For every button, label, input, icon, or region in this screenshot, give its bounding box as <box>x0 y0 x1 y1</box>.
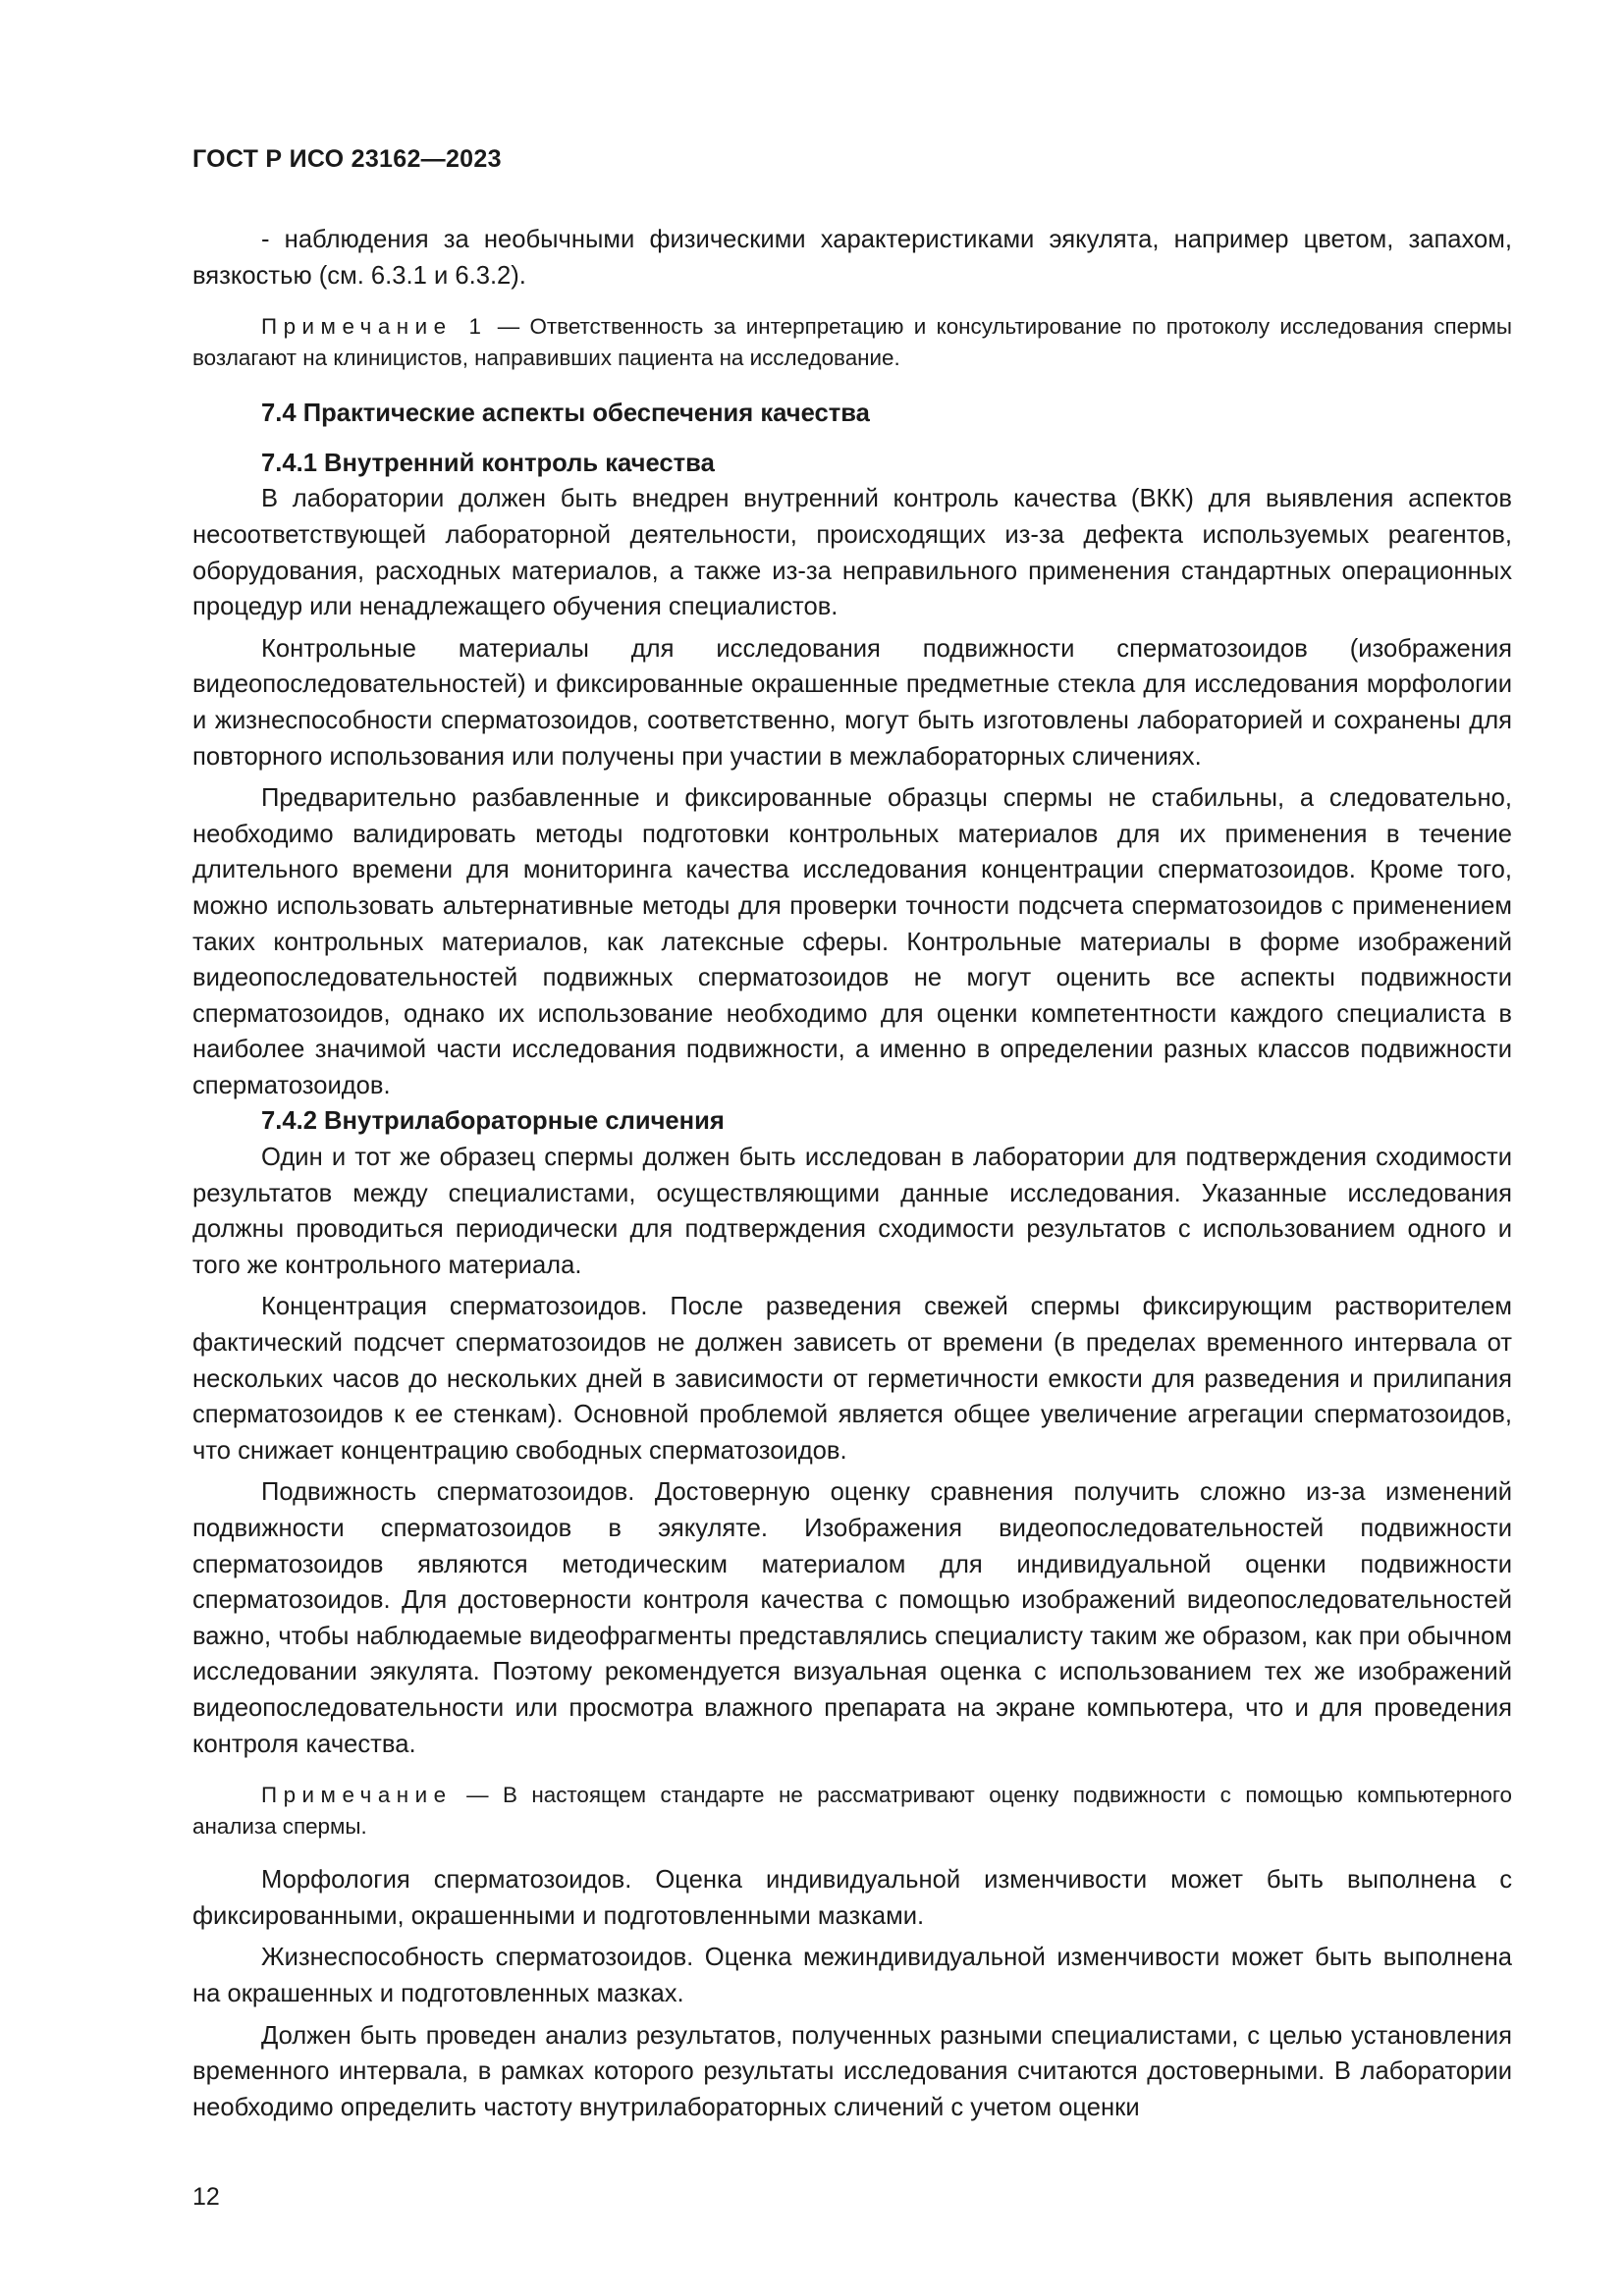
paragraph-list-item: - наблюдения за необычными физическими характеристиками эякулята, например цветом, запахом, вязкостью (см. 6.3.1 и 6.3.2). <box>192 226 1512 290</box>
paragraph-vitality: Жизнеспособность сперматозоидов. Оценка межиндивидуальной изменчивости может быть выполнена на окрашенных и подготовленных мазках. <box>192 1944 1512 2007</box>
note-2 <box>192 1780 1512 1842</box>
paragraph-concentration: Концентрация сперматозоидов. После разведения свежей спермы фиксирующим растворителем фактический подсчет сперматозоидов не должен зависеть от времени (в пределах временного интервала от нескольких часов до нескольких дней в зависимости от герметичности емкости для разведения и прилипания сперматозоидов к ее стенкам). Основной проблемой является общее увеличение агрегации сперматозоидов, что снижает концентрацию свободных сперматозоидов. <box>192 1293 1512 1465</box>
paragraph-diluted-samples: Предварительно разбавленные и фиксированные образцы спермы не стабильны, а следовательно, необходимо валидировать методы подготовки контрольных материалов для их применения в течение длительного времени для мониторинга качества исследования концентрации сперматозоидов. Кроме того, можно использовать альтернативные методы для проверки точности подсчета сперматозоидов с применением таких контрольных материалов, как латексные сферы. Контрольные материалы в форме изображений видеопоследовательностей подвижных сперматозоидов не могут оценить все аспекты подвижности сперматозоидов, однако их использование необходимо для оценки компетентности каждого специалиста в наиболее значимой части исследования подвижности, а именно в определении разных классов подвижности сперматозоидов. <box>192 784 1512 1099</box>
note-1-label: Примечание 1 <box>261 314 488 340</box>
section-7-4-title: 7.4 Практические аспекты обеспечения качества <box>261 400 870 428</box>
note-2-text: — В настоящем стандарте не рассматривают оценку подвижности с помощью компьютерного анализа спермы. <box>192 1783 1512 1840</box>
document-body <box>192 222 1512 2125</box>
note-1 <box>192 311 1512 374</box>
paragraph-morphology: Морфология сперматозоидов. Оценка индивидуальной изменчивости может быть выполнена с фиксированными, окрашенными и подготовленными мазками. <box>192 1866 1512 1930</box>
section-7-4-1-title: 7.4.1 Внутренний контроль качества <box>261 449 715 477</box>
section-7-4-2-title: 7.4.2 Внутрилабораторные сличения <box>261 1107 725 1136</box>
paragraph-motility: Подвижность сперматозоидов. Достоверную оценку сравнения получить сложно из-за изменений подвижности сперматозоидов в эякуляте. Изображения видеопоследовательностей подвижности сперматозоидов являются методическим материалом для индивидуальной оценки подвижности сперматозоидов. Для достоверности контроля качества с помощью изображений видеопоследовательностей важно, чтобы наблюдаемые видеофрагменты представлялись специалисту таким же образом, как при обычном исследовании эякулята. Поэтому рекомендуется визуальная оценка с использованием тех же изображений видеопоследовательности или просмотра влажного препарата на экране компьютера, что и для проведения контроля качества. <box>192 1478 1512 1758</box>
note-1-text: — Ответственность за интерпретацию и консультирование по протоколу исследования спермы возлагают на клиницистов, направивших пациента на исследование. <box>192 314 1512 371</box>
paragraph-analysis: Должен быть проведен анализ результатов, полученных разными специалистами, с целью установления временного интервала, в рамках которого результаты исследования считаются достоверными. В лаборатории необходимо определить частоту внутрилабораторных сличений с учетом оценки <box>192 2021 1512 2121</box>
paragraph-control-materials: Контрольные материалы для исследования подвижности сперматозоидов (изображения видеопоследовательностей) и фиксированные окрашенные предметные стекла для исследования морфологии и жизнеспособности сперматозоидов, соответственно, могут быть изготовлены лабораторией и сохранены для повторного использования или получены при участии в межлабораторных сличениях. <box>192 634 1512 771</box>
note-2-label: Примечание <box>261 1783 453 1808</box>
document-header: ГОСТ Р ИСО 23162—2023 <box>192 145 502 173</box>
paragraph-intralab-comparison: Один и тот же образец спермы должен быть исследован в лаборатории для подтверждения сходимости результатов между специалистами, осуществляющими данные исследования. Указанные исследования должны проводиться периодически для подтверждения сходимости результатов с использованием одного и того же контрольного материала. <box>192 1144 1512 1279</box>
page-number: 12 <box>192 2183 220 2211</box>
paragraph-internal-control: В лаборатории должен быть внедрен внутренний контроль качества (ВКК) для выявления аспектов несоответствующей лабораторной деятельности, происходящих из-за дефекта используемых реагентов, оборудования, расходных материалов, а также из-за неправильного применения стандартных операционных процедур или ненадлежащего обучения специалистов. <box>192 485 1512 621</box>
